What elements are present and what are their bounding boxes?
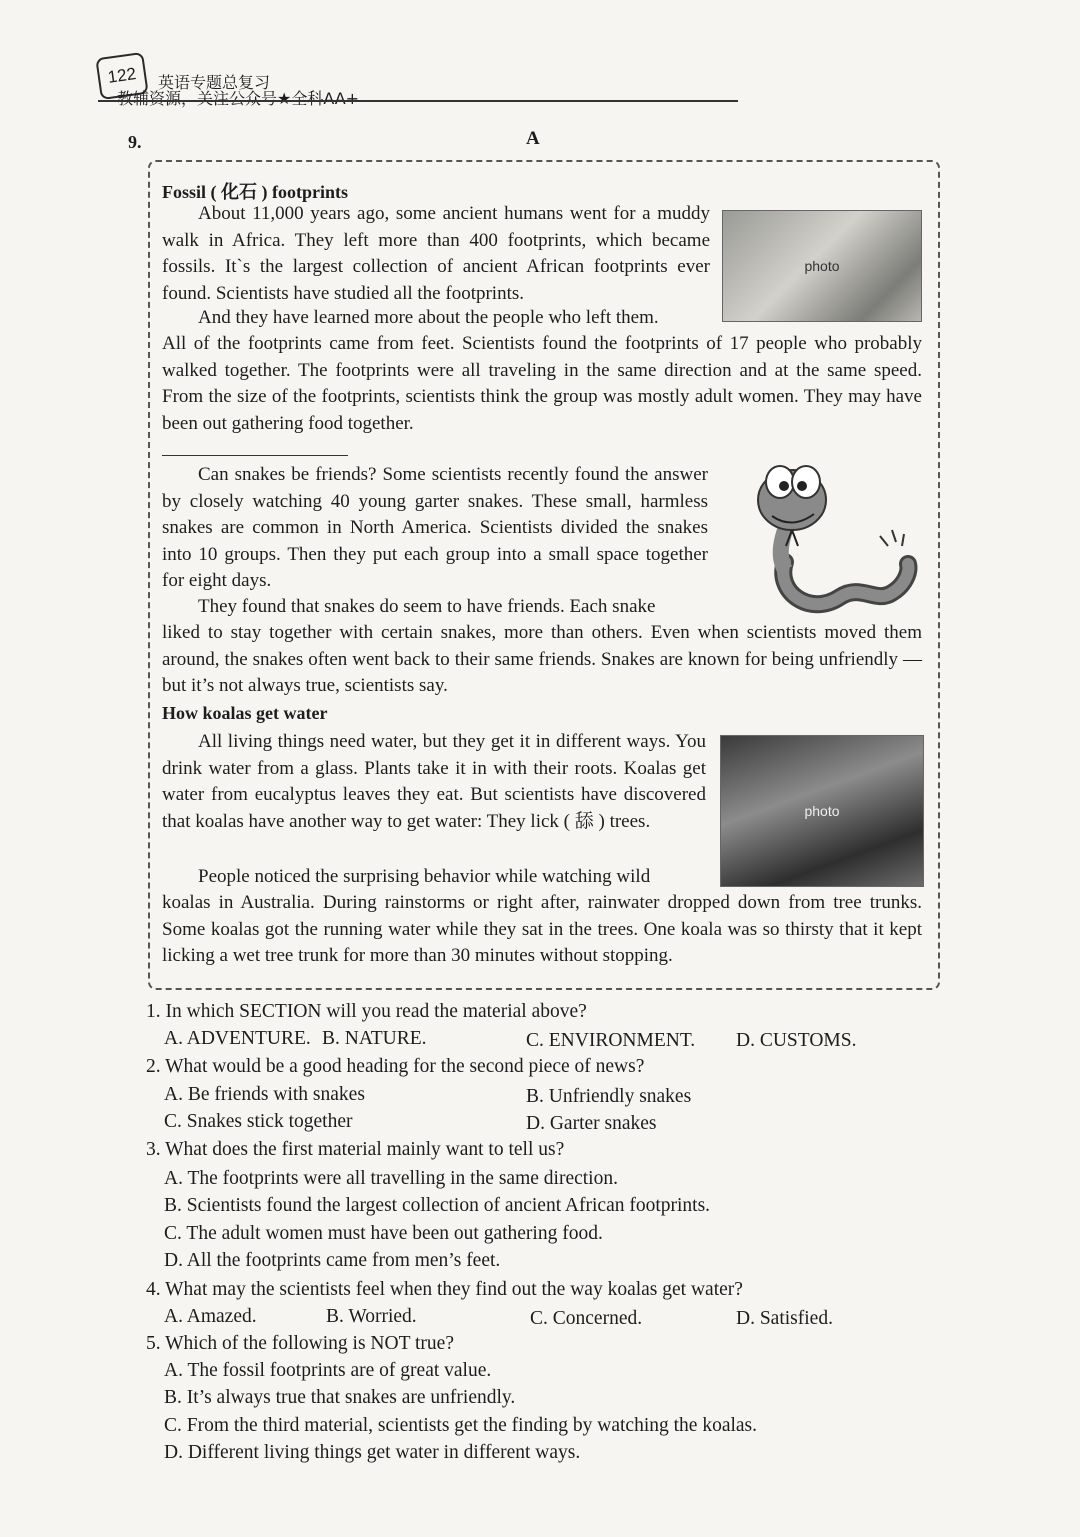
- question-5-stem: 5. Which of the following is NOT true?: [146, 1333, 454, 1354]
- question-4-option-b: B. Worried.: [326, 1306, 417, 1327]
- snakes-paragraph-2-rest: liked to stay together with certain snakes, more than others. Even when scientists moved them around, the snakes often went back to their same friends. Snakes are known for being unfriendly — but it’s not always true, scientists say.: [162, 622, 922, 696]
- question-5-option-b: B. It’s always true that snakes are unfriendly.: [164, 1387, 516, 1408]
- header-title: 英语专题总复习: [158, 73, 271, 92]
- question-2-option-b: B. Unfriendly snakes: [526, 1086, 692, 1107]
- question-5-option-a: A. The fossil footprints are of great value.: [164, 1360, 492, 1381]
- fossil-heading: Fossil ( 化石 ) footprints: [162, 182, 348, 202]
- snakes-paragraph-2-start: They found that snakes do seem to have friends. Each snake: [198, 596, 656, 617]
- question-4-stem: 4. What may the scientists feel when they find out the way koalas get water?: [146, 1279, 743, 1300]
- question-1-option-d: D. CUSTOMS.: [736, 1030, 857, 1051]
- question-3-option-b: B. Scientists found the largest collection of ancient African footprints.: [164, 1195, 711, 1216]
- fossil-paragraph-1: About 11,000 years ago, some ancient humans went for a muddy walk in Africa. They left more than 400 footprints, which became fossils. It`s the largest collection of ancient African footprints ever found. Scientists have studied all the footprints.: [162, 203, 710, 304]
- fossil-paragraph-2-start: And they have learned more about the people who left them.: [198, 307, 659, 328]
- question-3-option-c: C. The adult women must have been out gathering food.: [164, 1223, 603, 1244]
- passage-divider: [162, 455, 348, 456]
- question-1-option-c: C. ENVIRONMENT.: [526, 1030, 696, 1051]
- snake-illustration: [740, 452, 930, 614]
- fossil-paragraph-2-rest: All of the footprints came from feet. Scientists found the footprints of 17 people who probably walked together. The footprints were all traveling in the same direction and at the same speed. From the size of the footprints, scientists think the group was mostly adult women. They may have been out gathering food together.: [162, 333, 922, 434]
- koalas-paragraph-1: All living things need water, but they get it in different ways. You drink water from a glass. Plants take it in with their roots. Koalas get water from eucalyptus leaves they eat. But scientists have discovered that koalas have another way to get water: They lick ( 舔 ) trees.: [162, 731, 706, 832]
- header-watermark: 教辅资源，关注公众号★全科AA+: [117, 89, 360, 108]
- question-4-option-d: D. Satisfied.: [736, 1308, 833, 1329]
- koala-photo: photo: [720, 735, 924, 887]
- koalas-paragraph-2-start: People noticed the surprising behavior while watching wild: [198, 866, 651, 887]
- page-number: 122: [106, 64, 138, 87]
- fossil-footprint-photo: photo: [722, 210, 922, 322]
- question-1-stem: 1. In which SECTION will you read the material above?: [146, 1001, 587, 1022]
- snakes-paragraph-1: Can snakes be friends? Some scientists recently found the answer by closely watching 40 young garter snakes. These small, harmless snakes are common in North America. Scientists divided the snakes into 10 groups. Then they put each group into a small space together for eight days.: [162, 464, 708, 591]
- koalas-heading: How koalas get water: [162, 703, 328, 723]
- question-number: 9.: [128, 132, 142, 152]
- question-2-option-d: D. Garter snakes: [526, 1113, 657, 1134]
- section-letter: A: [526, 128, 540, 149]
- question-1-option-b: B. NATURE.: [322, 1028, 427, 1049]
- question-5-option-c: C. From the third material, scientists get the finding by watching the koalas.: [164, 1415, 758, 1436]
- question-2-option-a: A. Be friends with snakes: [164, 1084, 365, 1105]
- question-2-stem: 2. What would be a good heading for the second piece of news?: [146, 1056, 645, 1077]
- header-rule: [98, 100, 738, 102]
- question-3-stem: 3. What does the first material mainly want to tell us?: [146, 1139, 565, 1160]
- question-2-option-c: C. Snakes stick together: [164, 1111, 353, 1132]
- koalas-paragraph-2-rest: koalas in Australia. During rainstorms or right after, rainwater dropped down from tree trunks. Some koalas got the running water while they sat in the trees. One koala was so thirsty that it kept licking a wet tree trunk for more than 30 minutes without stopping.: [162, 892, 922, 966]
- question-1-option-a: A. ADVENTURE.: [164, 1028, 311, 1049]
- question-4-option-a: A. Amazed.: [164, 1306, 257, 1327]
- question-4-option-c: C. Concerned.: [530, 1308, 643, 1329]
- question-3-option-a: A. The footprints were all travelling in the same direction.: [164, 1168, 618, 1189]
- question-5-option-d: D. Different living things get water in different ways.: [164, 1442, 581, 1463]
- question-3-option-d: D. All the footprints came from men’s feet.: [164, 1250, 501, 1271]
